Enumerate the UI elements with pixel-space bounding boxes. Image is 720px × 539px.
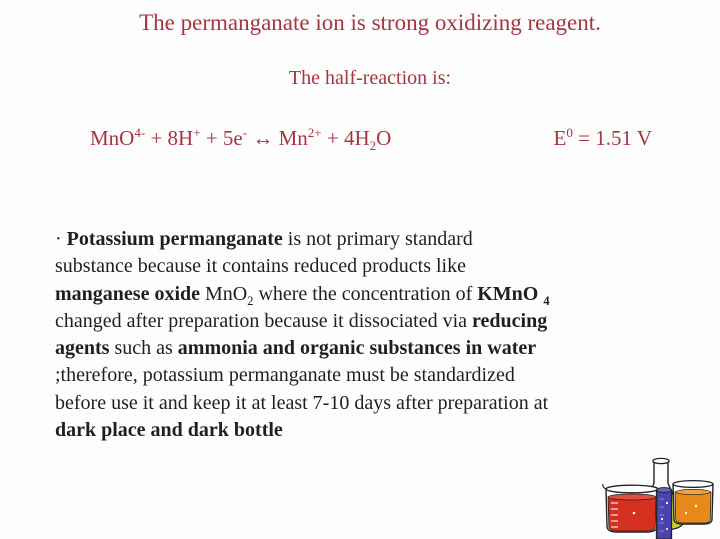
laboratory-glassware-illustration — [596, 451, 718, 539]
paragraph-line: before use it and keep it at least 7-10 days after preparation at — [55, 391, 549, 414]
standard-potential-value: $E^0 = 1.51$ V — [553, 125, 652, 150]
beaker-red-icon — [603, 484, 658, 532]
paragraph-line: manganese oxide MnO$_2$ where the concentration of KMnO $_4$ — [55, 282, 550, 308]
half-reaction-equation: MnO$^{4-}$ + 8H+ + 5e- ↔ $Mn^{2+} + 4H_2O$ — [90, 125, 392, 154]
equation-row — [90, 125, 652, 154]
graduated-cylinder-icon — [657, 488, 672, 539]
beaker-orange-icon — [673, 481, 713, 524]
paragraph-line: changed after preparation because it dissociated via reducing — [55, 309, 548, 332]
paragraph-line: dark place and dark bottle — [55, 419, 283, 442]
half-reaction-heading: The half-reaction is: — [288, 67, 452, 89]
paragraph-line: · Potassium permanganate is not primary standard — [55, 228, 473, 250]
slide-title: The permanganate ion is strong oxidizing reagent. — [139, 10, 601, 35]
paragraph-line: substance because it contains reduced products like — [55, 255, 466, 278]
paragraph-line: ;therefore, potassium permanganate must be standardized — [55, 364, 515, 387]
body-paragraph — [55, 226, 680, 444]
paragraph-line: agents such as ammonia and organic substances in water — [55, 337, 537, 360]
